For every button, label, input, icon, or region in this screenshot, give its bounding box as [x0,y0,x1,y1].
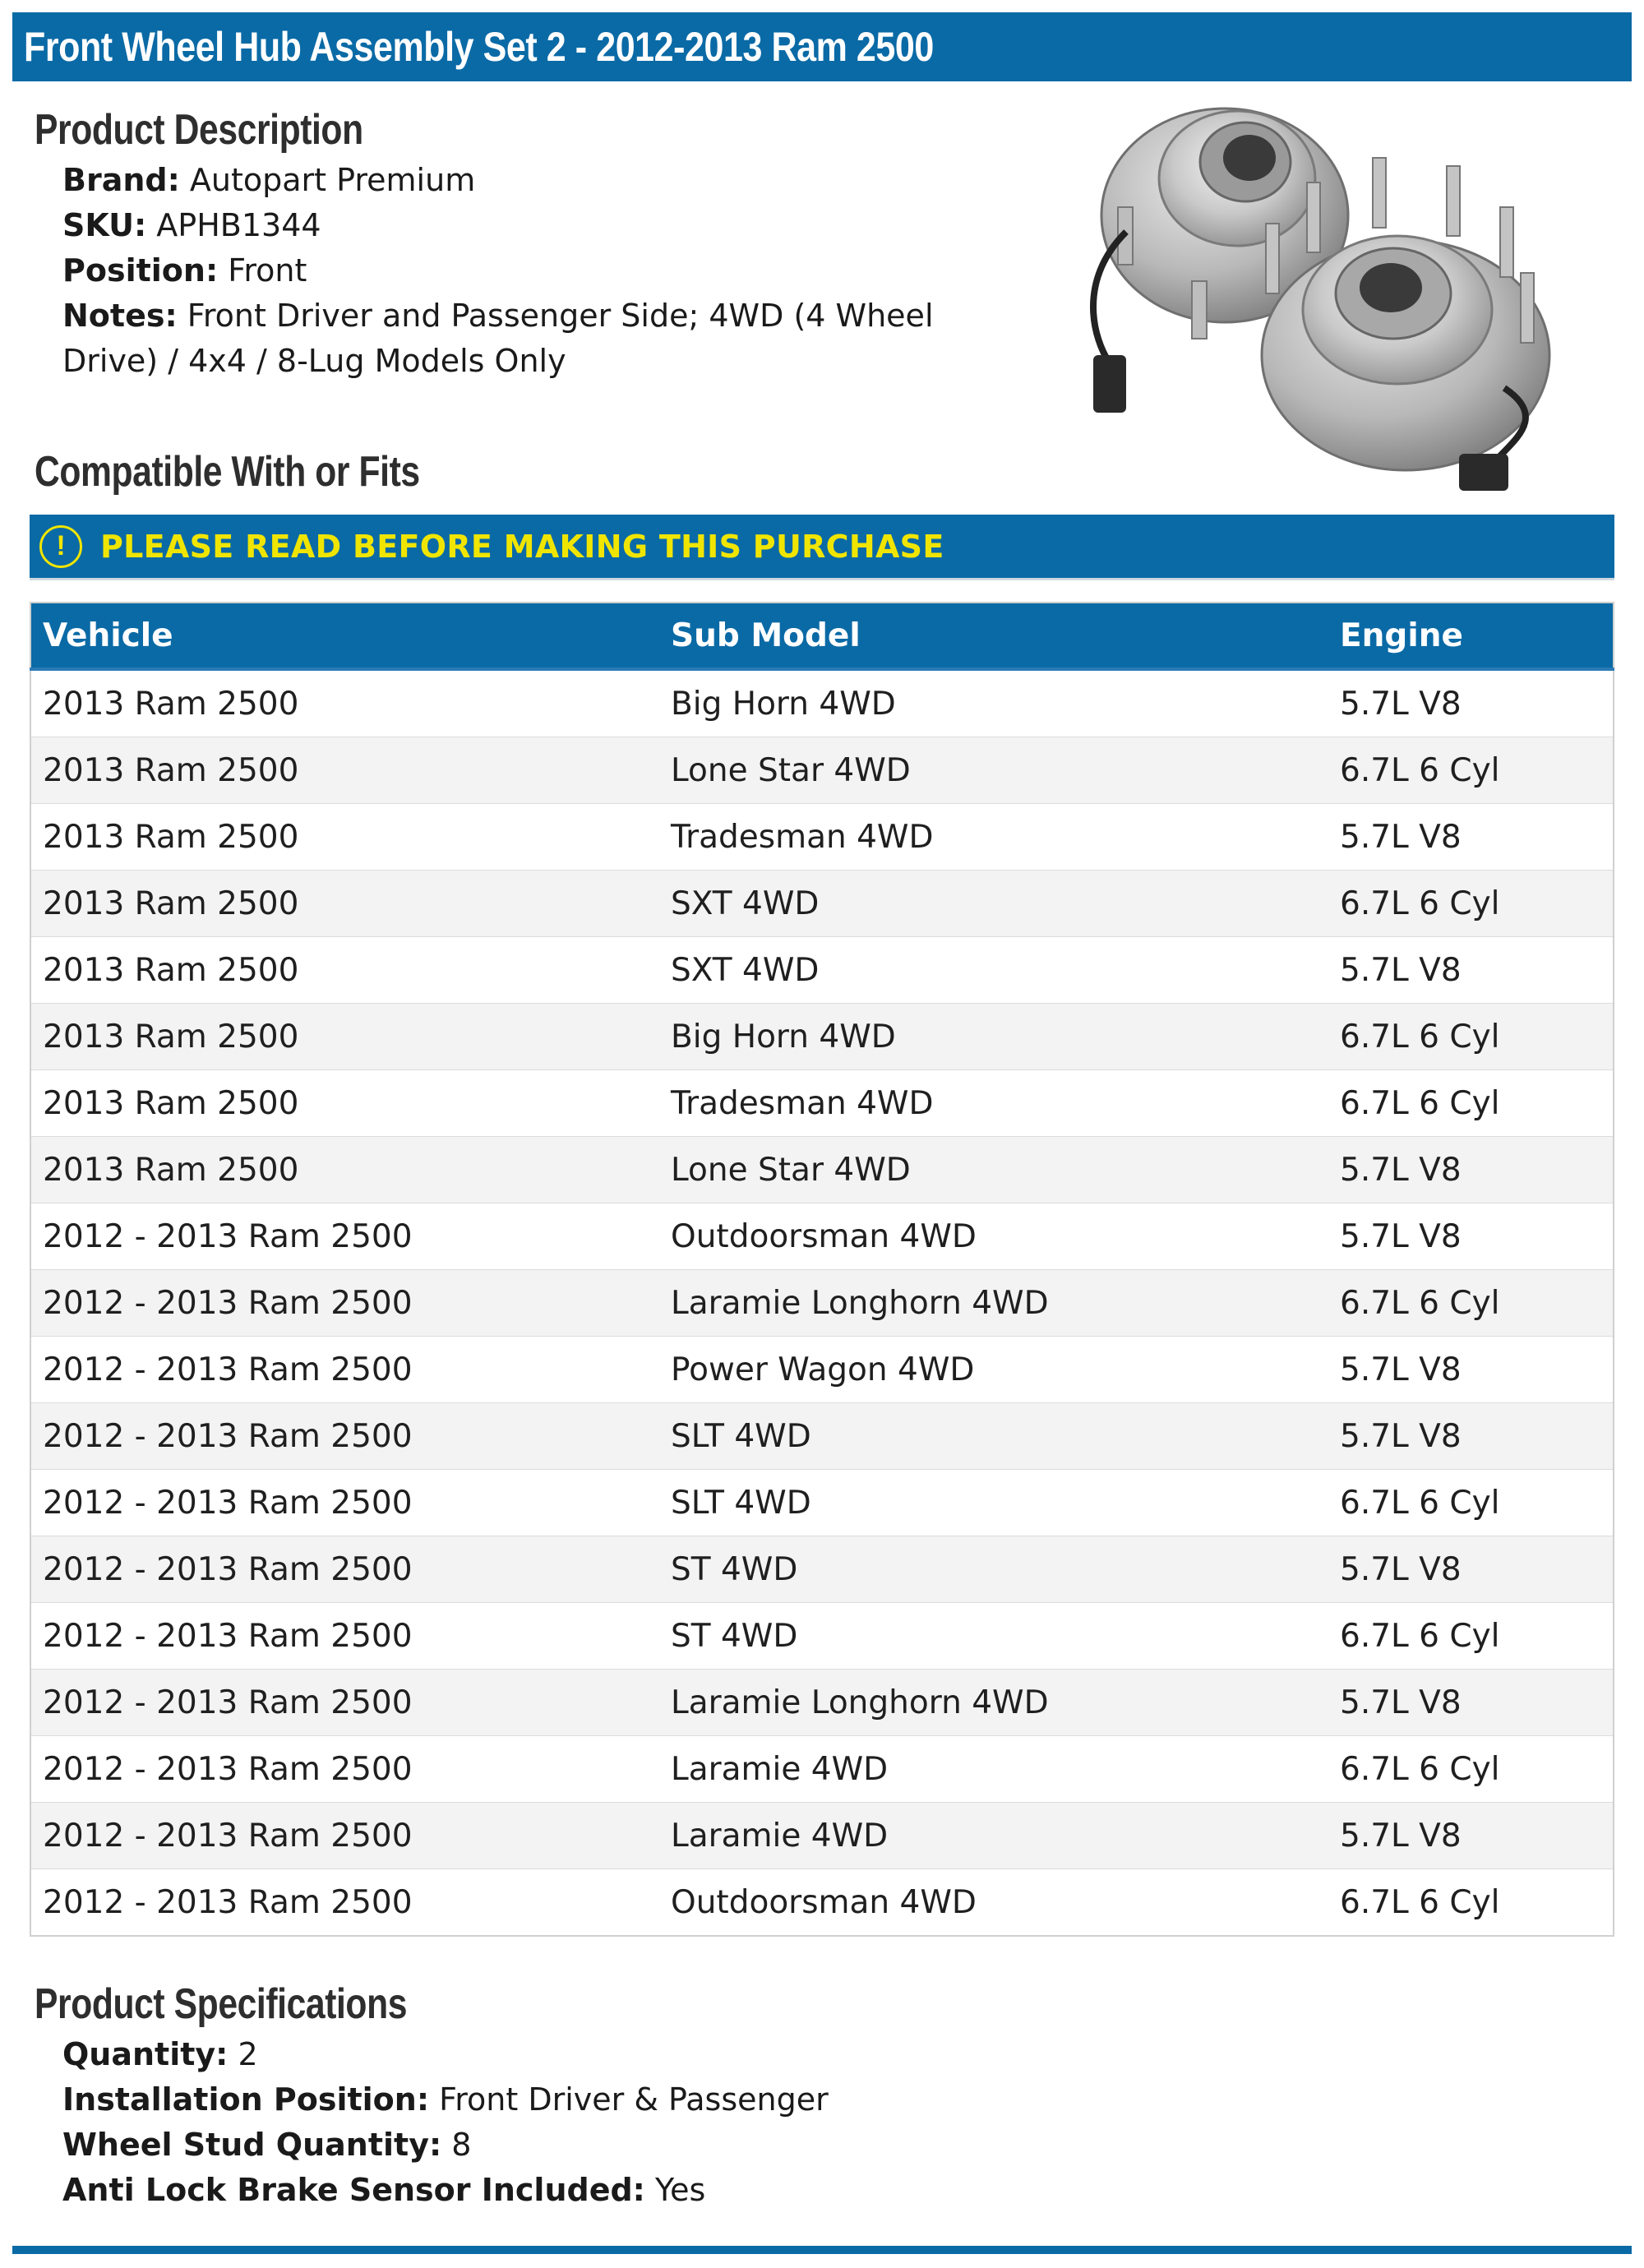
position-label: Position: [62,252,219,289]
vehicle-cell: 2013 Ram 2500 [30,1137,659,1203]
table-row [30,804,1614,871]
sub-model-cell: Laramie Longhorn 4WD [659,1670,1328,1736]
engine-cell: 5.7L V8 [1328,804,1614,871]
sub-model-cell: Laramie 4WD [659,1736,1328,1803]
column-header-sub-model: Sub Model [659,603,1328,669]
quantity-label: Quantity: [62,2036,229,2072]
vehicle-cell: 2012 - 2013 Ram 2500 [30,1337,659,1403]
brand-value: Autopart Premium [189,162,476,198]
vehicle-cell: 2013 Ram 2500 [30,1004,659,1070]
table-row [30,669,1614,737]
sub-model-cell: SLT 4WD [659,1470,1328,1536]
table-row [30,1270,1614,1337]
product-description [62,158,967,384]
product-specifications [62,2032,829,2213]
vehicle-cell: 2012 - 2013 Ram 2500 [30,1536,659,1603]
engine-cell: 6.7L 6 Cyl [1328,1070,1614,1137]
vehicle-cell: 2012 - 2013 Ram 2500 [30,1470,659,1536]
abs-sensor-label: Anti Lock Brake Sensor Included: [62,2172,645,2208]
notes-label: Notes: [62,298,178,334]
table-row [30,937,1614,1004]
title-bar [12,12,1632,81]
sub-model-cell: Tradesman 4WD [659,804,1328,871]
table-row [30,1070,1614,1137]
sub-model-cell: Laramie Longhorn 4WD [659,1270,1328,1337]
quantity-row [62,2032,829,2077]
vehicle-cell: 2013 Ram 2500 [30,871,659,937]
table-row [30,737,1614,804]
sub-model-cell: Lone Star 4WD [659,737,1328,804]
table-row [30,1603,1614,1670]
vehicle-cell: 2013 Ram 2500 [30,1070,659,1137]
quantity-value: 2 [238,2036,258,2072]
page-title: Front Wheel Hub Assembly Set 2 - 2012-2013 Ram 2500 [24,24,934,70]
abs-sensor-value: Yes [654,2172,706,2208]
sub-model-cell: Outdoorsman 4WD [659,1203,1328,1270]
notes-value: Front Driver and Passenger Side; 4WD (4 Wheel Drive) / 4x4 / 8-Lug Models Only [62,298,934,379]
column-header-vehicle: Vehicle [30,603,659,669]
bottom-bar [12,2246,1632,2254]
table-row [30,1803,1614,1869]
table-row [30,1670,1614,1736]
purchase-alert [30,515,1614,580]
sub-model-cell: Big Horn 4WD [659,669,1328,737]
product-description-heading: Product Description [35,106,363,154]
engine-cell: 5.7L V8 [1328,1203,1614,1270]
brand-label: Brand: [62,162,180,198]
engine-cell: 5.7L V8 [1328,937,1614,1004]
wheel-stud-quantity-row [62,2122,829,2168]
vehicle-cell: 2013 Ram 2500 [30,937,659,1004]
table-row [30,1536,1614,1603]
vehicle-cell: 2012 - 2013 Ram 2500 [30,1869,659,1937]
table-row [30,1403,1614,1470]
compatibility-heading: Compatible With or Fits [35,448,420,496]
sub-model-cell: ST 4WD [659,1603,1328,1670]
table-row [30,1736,1614,1803]
engine-cell: 6.7L 6 Cyl [1328,871,1614,937]
product-specifications-heading: Product Specifications [35,1980,408,2028]
table-row [30,1203,1614,1270]
engine-cell: 5.7L V8 [1328,1337,1614,1403]
vehicle-cell: 2013 Ram 2500 [30,737,659,804]
vehicle-cell: 2012 - 2013 Ram 2500 [30,1803,659,1869]
engine-cell: 5.7L V8 [1328,1670,1614,1736]
sub-model-cell: SXT 4WD [659,937,1328,1004]
table-header-row [30,603,1614,669]
compatibility-table [30,602,1614,1937]
vehicle-cell: 2012 - 2013 Ram 2500 [30,1670,659,1736]
table-row [30,1137,1614,1203]
table-row [30,871,1614,937]
installation-position-label: Installation Position: [62,2081,430,2118]
sub-model-cell: ST 4WD [659,1536,1328,1603]
position-row [62,248,967,293]
engine-cell: 6.7L 6 Cyl [1328,1470,1614,1536]
vehicle-cell: 2013 Ram 2500 [30,804,659,871]
sku-row [62,203,967,248]
notes-row [62,293,967,384]
vehicle-cell: 2012 - 2013 Ram 2500 [30,1603,659,1670]
engine-cell: 6.7L 6 Cyl [1328,1869,1614,1937]
table-row [30,1337,1614,1403]
wheel-hub-assembly-image [1060,92,1554,507]
engine-cell: 6.7L 6 Cyl [1328,1270,1614,1337]
engine-cell: 5.7L V8 [1328,1137,1614,1203]
vehicle-cell: 2013 Ram 2500 [30,669,659,737]
brand-row [62,158,967,203]
column-header-engine: Engine [1328,603,1614,669]
engine-cell: 5.7L V8 [1328,669,1614,737]
sub-model-cell: Tradesman 4WD [659,1070,1328,1137]
wheel-stud-quantity-value: 8 [451,2127,472,2163]
sub-model-cell: Outdoorsman 4WD [659,1869,1328,1937]
sub-model-cell: SXT 4WD [659,871,1328,937]
vehicle-cell: 2012 - 2013 Ram 2500 [30,1203,659,1270]
engine-cell: 5.7L V8 [1328,1536,1614,1603]
abs-sensor-row [62,2168,829,2213]
wheel-stud-quantity-label: Wheel Stud Quantity: [62,2127,442,2163]
position-value: Front [228,252,307,289]
vehicle-cell: 2012 - 2013 Ram 2500 [30,1403,659,1470]
alert-text: PLEASE READ BEFORE MAKING THIS PURCHASE [100,528,944,565]
sku-label: SKU: [62,207,147,243]
sub-model-cell: Big Horn 4WD [659,1004,1328,1070]
sub-model-cell: Laramie 4WD [659,1803,1328,1869]
exclamation-icon: ! [39,525,82,568]
sub-model-cell: Lone Star 4WD [659,1137,1328,1203]
engine-cell: 6.7L 6 Cyl [1328,737,1614,804]
engine-cell: 6.7L 6 Cyl [1328,1736,1614,1803]
table-row [30,1470,1614,1536]
engine-cell: 6.7L 6 Cyl [1328,1004,1614,1070]
sub-model-cell: SLT 4WD [659,1403,1328,1470]
vehicle-cell: 2012 - 2013 Ram 2500 [30,1270,659,1337]
vehicle-cell: 2012 - 2013 Ram 2500 [30,1736,659,1803]
sku-value: APHB1344 [156,207,321,243]
table-row [30,1869,1614,1937]
engine-cell: 5.7L V8 [1328,1403,1614,1470]
installation-position-row [62,2077,829,2122]
sub-model-cell: Power Wagon 4WD [659,1337,1328,1403]
table-row [30,1004,1614,1070]
table-body [30,669,1614,1936]
installation-position-value: Front Driver & Passenger [439,2081,829,2118]
engine-cell: 6.7L 6 Cyl [1328,1603,1614,1670]
engine-cell: 5.7L V8 [1328,1803,1614,1869]
